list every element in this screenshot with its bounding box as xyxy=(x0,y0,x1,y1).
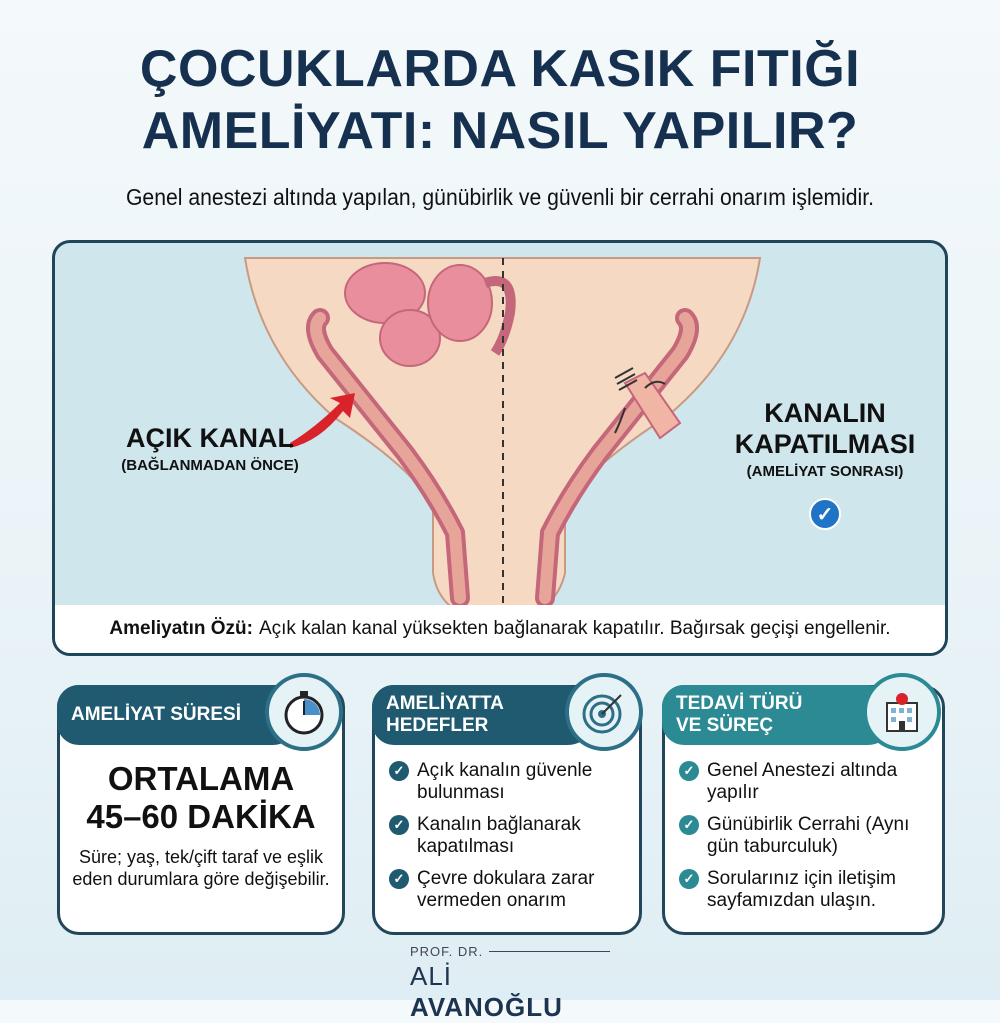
treatment-title-2: VE SÜREÇ xyxy=(676,715,774,736)
card-goals xyxy=(372,685,642,935)
stopwatch-icon xyxy=(265,673,343,751)
closed-canal-label xyxy=(715,398,935,530)
closed-canal-title-2: KAPATILMASI xyxy=(734,429,916,459)
goals-title-2: HEDEFLER xyxy=(386,715,489,736)
target-icon xyxy=(565,673,643,751)
check-icon: ✓ xyxy=(389,761,409,781)
closed-canal-title-1: KANALIN xyxy=(764,398,886,428)
check-icon: ✓ xyxy=(679,869,699,889)
treatment-title-1: TEDAVİ TÜRÜ xyxy=(676,693,803,714)
author-title: PROF. DR. xyxy=(410,944,610,959)
title-line-2: AMELİYATI: NASIL YAPILIR? xyxy=(141,102,859,160)
list-item xyxy=(679,814,934,858)
list-item xyxy=(389,760,631,804)
page-title xyxy=(0,38,1000,162)
card-treatment xyxy=(662,685,945,935)
diagram-panel xyxy=(52,240,948,656)
goals-title-1: AMELİYATTA xyxy=(386,693,504,714)
caption xyxy=(55,605,945,653)
card-treatment-header xyxy=(662,685,897,745)
duration-line-1: ORTALAMA xyxy=(107,760,295,797)
open-canal-title: AÇIK KANAL xyxy=(126,423,294,453)
hospital-icon xyxy=(863,673,941,751)
title-line-1: ÇOCUKLARDA KASIK FITIĞI xyxy=(139,40,861,98)
author-name xyxy=(410,961,610,1023)
card-goals-header xyxy=(372,685,597,745)
list-item-text: Çevre dokulara zarar vermeden onarım xyxy=(417,868,595,911)
list-item-text: Kanalın bağlanarak kapatılması xyxy=(417,814,581,857)
check-icon: ✓ xyxy=(809,498,841,530)
author-last: AVANOĞLU xyxy=(410,992,563,1022)
goals-list xyxy=(389,760,631,922)
treatment-list xyxy=(679,760,934,922)
caption-text: Açık kalan kanal yüksekten bağlanarak kapatılır. Bağırsak geçişi engellenir. xyxy=(258,618,891,639)
check-icon: ✓ xyxy=(389,869,409,889)
open-canal-label xyxy=(95,423,325,474)
caption-bold: Ameliyatın Özü: xyxy=(109,618,253,639)
duration-line-2: 45–60 DAKİKA xyxy=(86,798,316,835)
closed-canal-sub: (AMELİYAT SONRASI) xyxy=(746,463,904,480)
subtitle: Genel anestezi altında yapılan, günübirlik ve güvenli bir cerrahi onarım işlemidir. xyxy=(125,184,875,210)
list-item xyxy=(679,868,934,912)
check-icon: ✓ xyxy=(679,815,699,835)
open-canal-sub: (BAĞLANMADAN ÖNCE) xyxy=(121,457,299,474)
card-duration xyxy=(57,685,345,935)
list-item-text: Günübirlik Cerrahi (Aynı gün taburculuk) xyxy=(707,814,910,857)
list-item xyxy=(389,814,631,858)
author-signature xyxy=(410,944,610,1023)
check-icon: ✓ xyxy=(389,815,409,835)
list-item xyxy=(679,760,934,804)
duration-note: Süre; yaş, tek/çift taraf ve eşlik eden durumlara göre değişebilir. xyxy=(72,847,330,889)
list-item-text: Sorularınız için iletişim sayfamızdan ulaşın. xyxy=(707,868,896,911)
check-icon: ✓ xyxy=(679,761,699,781)
list-item-text: Açık kanalın güvenle bulunması xyxy=(417,760,593,803)
author-first: ALİ xyxy=(410,961,453,991)
list-item xyxy=(389,868,631,912)
list-item-text: Genel Anestezi altında yapılır xyxy=(707,760,898,803)
card-duration-header: AMELİYAT SÜRESİ xyxy=(57,685,302,745)
